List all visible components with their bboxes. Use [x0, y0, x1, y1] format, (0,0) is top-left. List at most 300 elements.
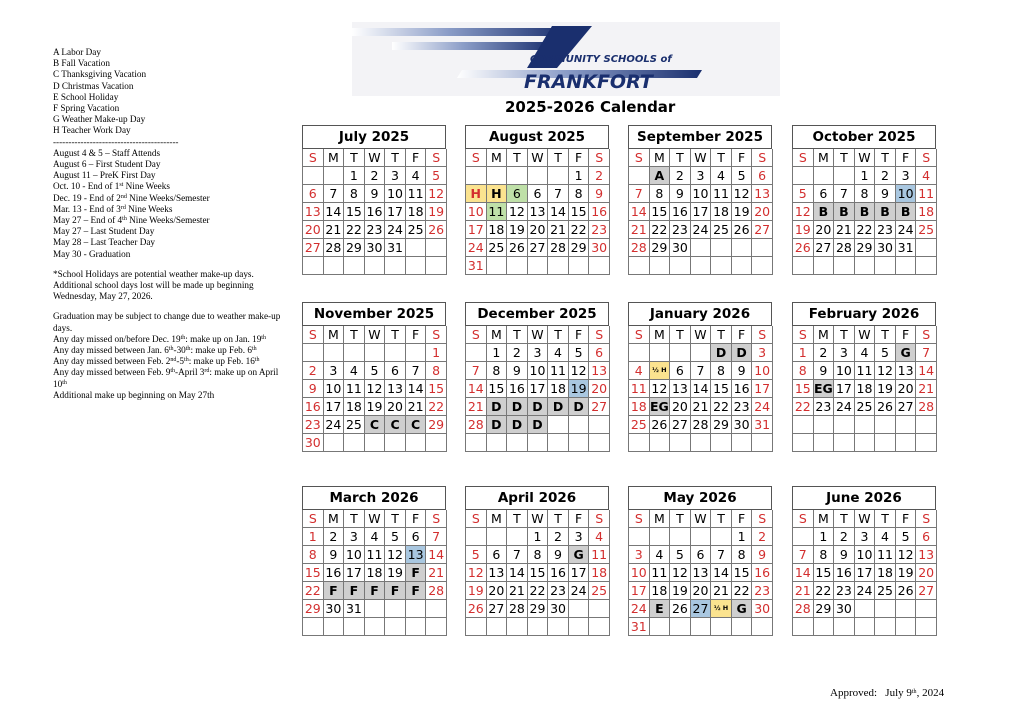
holiday-note-line: *School Holidays are potential weather make-up days. — [53, 268, 254, 279]
day-cell: 24 — [629, 600, 650, 618]
day-cell: B — [875, 203, 896, 221]
month-june-2026 — [792, 486, 936, 636]
day-cell: 7 — [466, 362, 487, 380]
day-cell: 23 — [834, 582, 855, 600]
day-cell: 16 — [670, 203, 691, 221]
makeup-rule: Any day missed between Jan. 6th-30th: make up Feb. 6th — [53, 345, 257, 356]
empty-cell — [406, 257, 427, 275]
empty-cell — [814, 167, 835, 185]
day-cell: 26 — [466, 600, 487, 618]
empty-cell — [896, 434, 917, 452]
empty-cell — [855, 257, 876, 275]
day-cell: 15 — [711, 380, 732, 398]
day-cell: 9 — [507, 362, 528, 380]
day-cell: 18 — [629, 398, 650, 416]
empty-cell — [569, 416, 590, 434]
day-cell: 2 — [507, 344, 528, 362]
day-cell: 24 — [752, 398, 773, 416]
day-cell: 20 — [385, 398, 406, 416]
empty-cell — [507, 528, 528, 546]
month-title: October 2025 — [792, 125, 936, 149]
weekday-header: T — [385, 149, 406, 167]
day-cell: 26 — [670, 600, 691, 618]
legend-item-g: G Weather Make-up Day — [53, 114, 146, 125]
weekday-header: S — [589, 326, 610, 344]
empty-cell — [855, 600, 876, 618]
day-cell: 10 — [324, 380, 345, 398]
day-cell: 12 — [507, 203, 528, 221]
makeup-rule: Any day missed between Feb. 9th-April 3rd: make up on April 10th — [53, 367, 279, 389]
makeup-rule: Any day missed between Feb. 2nd-5th: make up Feb. 16th — [53, 356, 260, 367]
weekday-header: S — [466, 149, 487, 167]
day-cell: 9 — [548, 546, 569, 564]
day-cell: 28 — [426, 582, 447, 600]
day-cell: 6 — [487, 546, 508, 564]
day-cell: 15 — [344, 203, 365, 221]
day-cell: 19 — [732, 203, 753, 221]
empty-cell — [569, 434, 590, 452]
day-cell: 19 — [426, 203, 447, 221]
day-cell: D — [528, 398, 549, 416]
day-cell: 15 — [732, 564, 753, 582]
day-cell: E — [650, 600, 671, 618]
day-cell: 11 — [589, 546, 610, 564]
day-cell: 4 — [916, 167, 937, 185]
day-cell: 8 — [814, 546, 835, 564]
empty-cell — [711, 618, 732, 636]
logo-text-line2: FRANKFORT — [524, 71, 653, 93]
day-cell: 17 — [324, 398, 345, 416]
empty-cell — [752, 257, 773, 275]
day-cell: 14 — [916, 362, 937, 380]
day-cell: 8 — [426, 362, 447, 380]
empty-cell — [344, 257, 365, 275]
day-cell: 9 — [365, 185, 386, 203]
day-cell: 2 — [589, 167, 610, 185]
weekday-header: F — [896, 510, 917, 528]
month-title: July 2025 — [302, 125, 446, 149]
empty-cell — [344, 344, 365, 362]
day-cell: 21 — [324, 221, 345, 239]
empty-cell — [466, 434, 487, 452]
holiday-note-line: Wednesday, May 27, 2026. — [53, 291, 153, 302]
weekday-header: F — [406, 149, 427, 167]
day-cell: 10 — [629, 564, 650, 582]
day-cell: 23 — [548, 582, 569, 600]
day-cell: 19 — [466, 582, 487, 600]
day-cell: 14 — [711, 564, 732, 582]
day-cell: H — [487, 185, 508, 203]
day-cell: 29 — [650, 239, 671, 257]
month-august-2025 — [465, 125, 609, 275]
day-cell: EG — [649, 399, 669, 414]
empty-cell — [896, 416, 917, 434]
weekday-header: S — [629, 510, 650, 528]
weekday-header: M — [814, 326, 835, 344]
empty-cell — [752, 618, 773, 636]
day-cell: D — [569, 398, 590, 416]
day-cell: 2 — [548, 528, 569, 546]
empty-cell — [650, 434, 671, 452]
day-cell: 9 — [752, 546, 773, 564]
day-cell: 25 — [589, 582, 610, 600]
empty-cell — [466, 618, 487, 636]
day-cell: 20 — [814, 221, 835, 239]
empty-cell — [691, 344, 712, 362]
day-cell: 27 — [814, 239, 835, 257]
empty-cell — [834, 618, 855, 636]
day-cell: 15 — [426, 380, 447, 398]
day-cell: 9 — [670, 185, 691, 203]
day-cell: 5 — [426, 167, 447, 185]
empty-cell — [507, 434, 528, 452]
day-cell: 31 — [466, 257, 487, 275]
day-cell: 24 — [385, 221, 406, 239]
empty-cell — [793, 167, 814, 185]
day-cell: 12 — [896, 546, 917, 564]
weekday-header: W — [528, 326, 549, 344]
day-cell: 26 — [426, 221, 447, 239]
day-cell: 23 — [670, 221, 691, 239]
day-cell: 14 — [793, 564, 814, 582]
day-cell: 12 — [426, 185, 447, 203]
day-cell: 18 — [487, 221, 508, 239]
day-cell: 24 — [691, 221, 712, 239]
day-cell: ½ H — [650, 362, 671, 380]
day-cell: 8 — [793, 362, 814, 380]
day-cell: 2 — [875, 167, 896, 185]
day-cell: 25 — [875, 582, 896, 600]
weekday-header: T — [344, 149, 365, 167]
empty-cell — [691, 239, 712, 257]
weekday-header: F — [732, 510, 753, 528]
day-cell: 28 — [916, 398, 937, 416]
empty-cell — [732, 618, 753, 636]
empty-cell — [916, 618, 937, 636]
day-cell: 21 — [711, 582, 732, 600]
day-cell: 16 — [752, 564, 773, 582]
month-february-2026 — [792, 302, 936, 452]
empty-cell — [528, 257, 549, 275]
weekday-header: S — [793, 326, 814, 344]
empty-cell — [691, 528, 712, 546]
weekday-header: S — [303, 510, 324, 528]
day-cell: 4 — [855, 344, 876, 362]
weekday-header: M — [487, 149, 508, 167]
day-cell: 19 — [507, 221, 528, 239]
day-cell: 4 — [711, 167, 732, 185]
day-cell: D — [487, 398, 508, 416]
day-cell: 23 — [365, 221, 386, 239]
empty-cell — [670, 618, 691, 636]
day-cell: 1 — [528, 528, 549, 546]
day-cell: D — [507, 416, 528, 434]
day-cell: 12 — [466, 564, 487, 582]
day-cell: 6 — [589, 344, 610, 362]
day-cell: 11 — [650, 564, 671, 582]
day-cell: 31 — [385, 239, 406, 257]
day-cell: 12 — [732, 185, 753, 203]
empty-cell — [834, 434, 855, 452]
day-cell: 31 — [629, 618, 650, 636]
key-date: May 28 – Last Teacher Day — [53, 237, 155, 248]
day-cell: 10 — [896, 185, 917, 203]
key-date: May 27 – Last Student Day — [53, 226, 155, 237]
weekday-header: T — [507, 149, 528, 167]
empty-cell — [834, 257, 855, 275]
weekday-header: F — [406, 326, 427, 344]
empty-cell — [324, 344, 345, 362]
weekday-header: S — [793, 149, 814, 167]
day-cell: 11 — [855, 362, 876, 380]
weekday-header: F — [896, 149, 917, 167]
empty-cell — [711, 434, 732, 452]
day-cell: 28 — [793, 600, 814, 618]
empty-cell — [385, 257, 406, 275]
empty-cell — [916, 257, 937, 275]
day-cell: 18 — [365, 564, 386, 582]
day-cell: 13 — [528, 203, 549, 221]
day-cell: 30 — [303, 434, 324, 452]
empty-cell — [711, 257, 732, 275]
day-cell: 1 — [303, 528, 324, 546]
day-cell: 24 — [466, 239, 487, 257]
empty-cell — [507, 167, 528, 185]
empty-cell — [385, 618, 406, 636]
empty-cell — [589, 434, 610, 452]
weekday-header: T — [875, 326, 896, 344]
weekday-header: M — [814, 510, 835, 528]
day-cell: C — [406, 416, 427, 434]
day-cell: 10 — [528, 362, 549, 380]
day-cell: 13 — [406, 546, 427, 564]
empty-cell — [507, 257, 528, 275]
weekday-header: T — [385, 510, 406, 528]
empty-cell — [650, 257, 671, 275]
empty-cell — [487, 434, 508, 452]
day-cell: 10 — [466, 203, 487, 221]
empty-cell — [670, 434, 691, 452]
day-cell: 2 — [670, 167, 691, 185]
day-cell: 6 — [814, 185, 835, 203]
weekday-header: T — [670, 510, 691, 528]
weekday-header: S — [752, 510, 773, 528]
day-cell: 3 — [896, 167, 917, 185]
empty-cell — [875, 618, 896, 636]
day-cell: 2 — [834, 528, 855, 546]
day-cell: 27 — [589, 398, 610, 416]
day-cell: 12 — [875, 362, 896, 380]
day-cell: 27 — [916, 582, 937, 600]
day-cell: 22 — [569, 221, 590, 239]
weekday-header: M — [487, 510, 508, 528]
day-cell: 14 — [691, 380, 712, 398]
day-cell: 19 — [385, 564, 406, 582]
empty-cell — [814, 618, 835, 636]
day-cell: 21 — [466, 398, 487, 416]
day-cell: 11 — [487, 203, 508, 221]
day-cell: 17 — [385, 203, 406, 221]
day-cell: 20 — [670, 398, 691, 416]
day-cell: 4 — [406, 167, 427, 185]
weekday-header: F — [732, 326, 753, 344]
day-cell: 19 — [896, 564, 917, 582]
empty-cell — [406, 344, 427, 362]
holiday-note-line: Additional school days lost will be made up beginning — [53, 280, 254, 291]
day-cell: G — [896, 344, 917, 362]
day-cell: 14 — [426, 546, 447, 564]
day-cell: 26 — [875, 398, 896, 416]
day-cell: 3 — [344, 528, 365, 546]
weekday-header: M — [650, 510, 671, 528]
day-cell: 8 — [732, 546, 753, 564]
day-cell: 30 — [875, 239, 896, 257]
empty-cell — [303, 618, 324, 636]
empty-cell — [711, 528, 732, 546]
day-cell: 3 — [855, 528, 876, 546]
day-cell: 30 — [365, 239, 386, 257]
weekday-header: T — [834, 149, 855, 167]
day-cell: B — [834, 203, 855, 221]
day-cell: 24 — [896, 221, 917, 239]
day-cell: 18 — [711, 203, 732, 221]
day-cell: 31 — [344, 600, 365, 618]
day-cell: 27 — [752, 221, 773, 239]
day-cell: 30 — [589, 239, 610, 257]
empty-cell — [324, 618, 345, 636]
day-cell: 3 — [691, 167, 712, 185]
empty-cell — [426, 239, 447, 257]
weekday-header: W — [365, 326, 386, 344]
day-cell: 11 — [344, 380, 365, 398]
empty-cell — [406, 434, 427, 452]
weekday-header: T — [507, 510, 528, 528]
day-cell: 3 — [752, 344, 773, 362]
day-cell: 18 — [406, 203, 427, 221]
day-cell: 21 — [629, 221, 650, 239]
empty-cell — [752, 434, 773, 452]
weekday-header: T — [344, 510, 365, 528]
empty-cell — [528, 167, 549, 185]
day-cell: 16 — [732, 380, 753, 398]
legend-item-a: A Labor Day — [53, 47, 101, 57]
weekday-header: S — [426, 149, 447, 167]
key-date: August 4 & 5 – Staff Attends — [53, 147, 161, 158]
day-cell: 9 — [324, 546, 345, 564]
day-cell: 8 — [650, 185, 671, 203]
weekday-header: F — [406, 510, 427, 528]
day-cell: 12 — [793, 203, 814, 221]
empty-cell — [855, 618, 876, 636]
empty-cell — [814, 434, 835, 452]
empty-cell — [385, 434, 406, 452]
day-cell: 15 — [793, 380, 814, 398]
day-cell: 23 — [875, 221, 896, 239]
day-cell: 3 — [834, 344, 855, 362]
legend-panel — [53, 47, 293, 401]
empty-cell — [732, 239, 753, 257]
weekday-header: S — [629, 149, 650, 167]
day-cell: 6 — [752, 167, 773, 185]
legend-item-e: E School Holiday — [53, 91, 119, 102]
day-cell: D — [507, 398, 528, 416]
empty-cell — [466, 167, 487, 185]
day-cell: C — [385, 416, 406, 434]
day-cell: 19 — [569, 380, 590, 398]
day-cell: 13 — [303, 203, 324, 221]
weekday-header: T — [344, 326, 365, 344]
empty-cell — [385, 344, 406, 362]
day-cell: 25 — [916, 221, 937, 239]
month-title: September 2025 — [628, 125, 772, 149]
day-cell: 7 — [711, 546, 732, 564]
day-cell: 11 — [875, 546, 896, 564]
day-cell: 1 — [487, 344, 508, 362]
day-cell: 26 — [896, 582, 917, 600]
empty-cell — [365, 344, 386, 362]
empty-cell — [528, 434, 549, 452]
month-december-2025 — [465, 302, 609, 452]
day-cell: 22 — [344, 221, 365, 239]
key-date: May 30 - Graduation — [53, 248, 131, 259]
day-cell: 9 — [303, 380, 324, 398]
empty-cell — [406, 600, 427, 618]
empty-cell — [426, 600, 447, 618]
day-cell: 7 — [916, 344, 937, 362]
month-title: April 2026 — [465, 486, 609, 510]
day-cell: 21 — [916, 380, 937, 398]
day-cell: 15 — [569, 203, 590, 221]
empty-cell — [875, 434, 896, 452]
day-cell: 10 — [752, 362, 773, 380]
day-cell: 27 — [691, 600, 712, 618]
day-cell: 7 — [834, 185, 855, 203]
day-cell: 7 — [324, 185, 345, 203]
day-cell: 2 — [365, 167, 386, 185]
day-cell: 25 — [406, 221, 427, 239]
empty-cell — [487, 618, 508, 636]
day-cell: 28 — [834, 239, 855, 257]
empty-cell — [548, 434, 569, 452]
school-logo — [352, 22, 780, 96]
calendar-title: 2025-2026 Calendar — [505, 98, 676, 116]
empty-cell — [466, 528, 487, 546]
day-cell: 23 — [589, 221, 610, 239]
day-cell: 1 — [855, 167, 876, 185]
day-cell: 4 — [875, 528, 896, 546]
day-cell: 15 — [528, 564, 549, 582]
day-cell: 3 — [324, 362, 345, 380]
day-cell: B — [855, 203, 876, 221]
day-cell: 21 — [548, 221, 569, 239]
weekday-header: F — [569, 510, 590, 528]
day-cell: 14 — [406, 380, 427, 398]
day-cell: 9 — [814, 362, 835, 380]
day-cell: 29 — [711, 416, 732, 434]
day-cell: 18 — [650, 582, 671, 600]
day-cell: 5 — [793, 185, 814, 203]
day-cell: 22 — [711, 398, 732, 416]
day-cell: 5 — [875, 344, 896, 362]
month-title: August 2025 — [465, 125, 609, 149]
empty-cell — [916, 600, 937, 618]
empty-cell — [691, 434, 712, 452]
empty-cell — [629, 344, 650, 362]
day-cell: 29 — [569, 239, 590, 257]
empty-cell — [752, 239, 773, 257]
day-cell: 4 — [650, 546, 671, 564]
day-cell: F — [344, 582, 365, 600]
